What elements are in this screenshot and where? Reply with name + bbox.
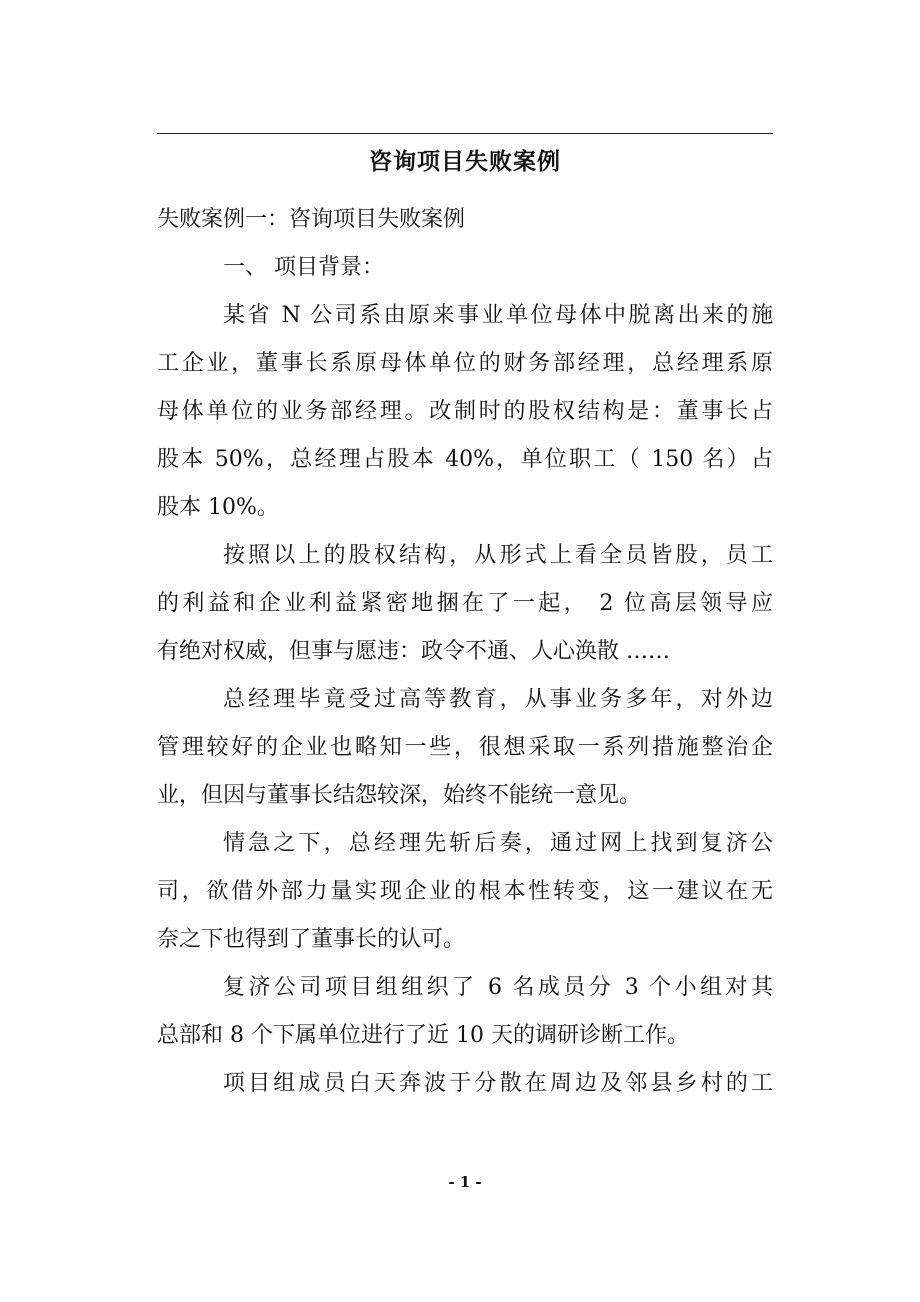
paragraph-line: 按照以上的股权结构，从形式上看全员皆股，员工 bbox=[223, 543, 773, 568]
paragraph-line: 总经理毕竟受过高等教育，从事业务多年，对外边 bbox=[223, 687, 773, 712]
paragraph bbox=[157, 532, 773, 676]
paragraph-line: 有绝对权威，但事与愿违：政令不通、人心涣散 …… bbox=[157, 639, 670, 664]
paragraph-line: 总部和 8 个下属单位进行了近 10 天的调研诊断工作。 bbox=[157, 1023, 689, 1048]
paragraph-line: 股本 50%，总经理占股本 40%，单位职工（ 150 名）占 bbox=[157, 447, 773, 472]
paragraph-line: 业，但因与董事长结怨较深，始终不能统一意见。 bbox=[157, 783, 642, 808]
paragraph-line: 工企业，董事长系原母体单位的财务部经理，总经理系原 bbox=[157, 351, 773, 376]
paragraph-line: 司，欲借外部力量实现企业的根本性转变，这一建议在无 bbox=[157, 879, 773, 904]
paragraph bbox=[157, 820, 773, 964]
paragraph bbox=[157, 964, 773, 1060]
case-subtitle: 失败案例一：咨询项目失败案例 bbox=[157, 207, 466, 232]
page-number: - 1 - bbox=[448, 1173, 482, 1191]
paragraph-line: 奈之下也得到了董事长的认可。 bbox=[157, 927, 466, 952]
paragraph-line: 的利益和企业利益紧密地捆在了一起， 2 位高层领导应 bbox=[157, 591, 773, 616]
paragraph bbox=[157, 1060, 773, 1108]
paragraph-line: 母体单位的业务部经理。改制时的股权结构是：董事长占 bbox=[157, 399, 773, 424]
paragraph-line: 某省 N 公司系由原来事业单位母体中脱离出来的施 bbox=[223, 303, 773, 328]
paragraph-line: 管理较好的企业也略知一些，很想采取一系列措施整治企 bbox=[157, 735, 773, 760]
paragraph-line: 股本 10%。 bbox=[157, 495, 279, 520]
paragraph bbox=[157, 676, 773, 820]
paragraph-line: 情急之下，总经理先斩后奏，通过网上找到复济公 bbox=[223, 831, 773, 856]
paragraph-line: 复济公司项目组组织了 6 名成员分 3 个小组对其 bbox=[223, 975, 773, 1000]
paragraph bbox=[157, 292, 773, 532]
document-body bbox=[157, 196, 773, 1108]
paragraph-line: 项目组成员白天奔波于分散在周边及邻县乡村的工 bbox=[223, 1071, 773, 1096]
header-rule bbox=[157, 133, 773, 134]
document-title: 咨询项目失败案例 bbox=[369, 148, 561, 175]
section-heading: 一、 项目背景： bbox=[223, 255, 384, 280]
